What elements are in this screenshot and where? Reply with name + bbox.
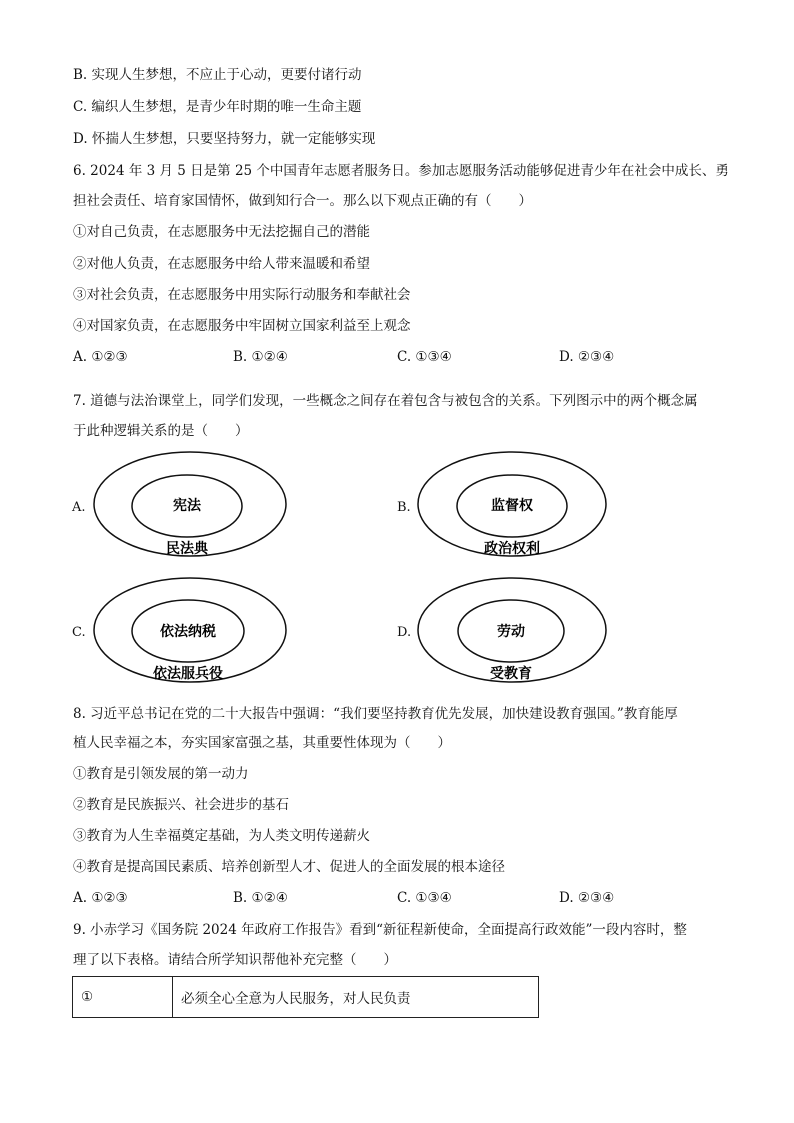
diagram-d-outer-label: 受教育 — [490, 666, 532, 682]
q8-item-4: ④教育是提高国民素质、培养创新型人才、促进人的全面发展的根本途径 — [73, 859, 505, 875]
diagram-b-letter: B. — [397, 500, 411, 515]
diagram-b — [414, 448, 610, 560]
diagram-d — [414, 574, 610, 686]
diagram-a — [90, 448, 290, 560]
q8-choice-a: A. ①②③ — [73, 890, 128, 906]
q5-option-d: D. 怀揣人生梦想，只要坚持努力，就一定能够实现 — [73, 131, 376, 147]
q6-choice-a: A. ①②③ — [73, 349, 128, 365]
q8-item-2: ②教育是民族振兴、社会进步的基石 — [73, 797, 289, 813]
q9-table-cell-1: ① — [73, 977, 173, 1017]
diagram-a-inner-label: 宪法 — [173, 498, 201, 514]
q6-item-1: ①对自己负责，在志愿服务中无法挖掘自己的潜能 — [73, 224, 370, 240]
q9-table-cell-2: 必须全心全意为人民服务，对人民负责 — [181, 991, 411, 1007]
q5-option-b: B. 实现人生梦想，不应止于心动，更要付诸行动 — [73, 67, 362, 83]
diagram-b-inner-label: 监督权 — [491, 498, 533, 514]
q6-choice-d: D. ②③④ — [559, 349, 615, 365]
q8-item-3: ③教育为人生幸福奠定基础，为人类文明传递薪火 — [73, 828, 370, 844]
q7-stem-line1: 7. 道德与法治课堂上，同学们发现，一些概念之间存在着包含与被包含的关系。下列图示中的两个概念属 — [73, 393, 698, 409]
q8-choice-c: C. ①③④ — [397, 890, 452, 906]
diagram-b-outer-label: 政治权利 — [484, 541, 540, 557]
q6-item-2: ②对他人负责，在志愿服务中给人带来温暖和希望 — [73, 256, 370, 272]
q7-stem-line2: 于此种逻辑关系的是（ ） — [73, 423, 249, 439]
q6-item-3: ③对社会负责，在志愿服务中用实际行动服务和奉献社会 — [73, 287, 411, 303]
diagram-a-outer-label: 民法典 — [166, 541, 208, 557]
q6-stem-line2: 担社会责任、培育家国情怀，做到知行合一。那么以下观点正确的有（ ） — [73, 193, 532, 209]
diagram-c-letter: C. — [72, 625, 86, 640]
q6-stem-line1: 6. 2024 年 3 月 5 日是第 25 个中国青年志愿者服务日。参加志愿服务活动能够促进青少年在社会中成长、勇 — [73, 163, 729, 179]
q6-choice-b: B. ①②④ — [233, 349, 288, 365]
diagram-a-letter: A. — [72, 500, 86, 515]
q8-choice-d: D. ②③④ — [559, 890, 615, 906]
q9-table — [72, 976, 539, 1018]
q8-item-1: ①教育是引领发展的第一动力 — [73, 766, 249, 782]
diagram-c-inner-label: 依法纳税 — [160, 624, 216, 640]
q9-stem-line1: 9. 小赤学习《国务院 2024 年政府工作报告》看到“新征程新使命，全面提高行政效能”一段内容时，整 — [73, 922, 687, 938]
q8-choice-b: B. ①②④ — [233, 890, 288, 906]
diagram-d-inner-label: 劳动 — [497, 624, 525, 640]
q9-stem-line2: 理了以下表格。请结合所学知识帮他补充完整（ ） — [73, 952, 397, 968]
q6-item-4: ④对国家负责，在志愿服务中牢固树立国家利益至上观念 — [73, 318, 411, 334]
q5-option-c: C. 编织人生梦想，是青少年时期的唯一生命主题 — [73, 99, 362, 115]
diagram-c-outer-label: 依法服兵役 — [153, 666, 223, 682]
q8-stem-line1: 8. 习近平总书记在党的二十大报告中强调：“我们要坚持教育优先发展，加快建设教育强国。”教育能厚 — [73, 706, 678, 722]
q6-choice-c: C. ①③④ — [397, 349, 452, 365]
diagram-d-letter: D. — [397, 625, 412, 640]
diagram-c — [90, 574, 290, 686]
q8-stem-line2: 植人民幸福之本，夯实国家富强之基，其重要性体现为（ ） — [73, 735, 451, 751]
